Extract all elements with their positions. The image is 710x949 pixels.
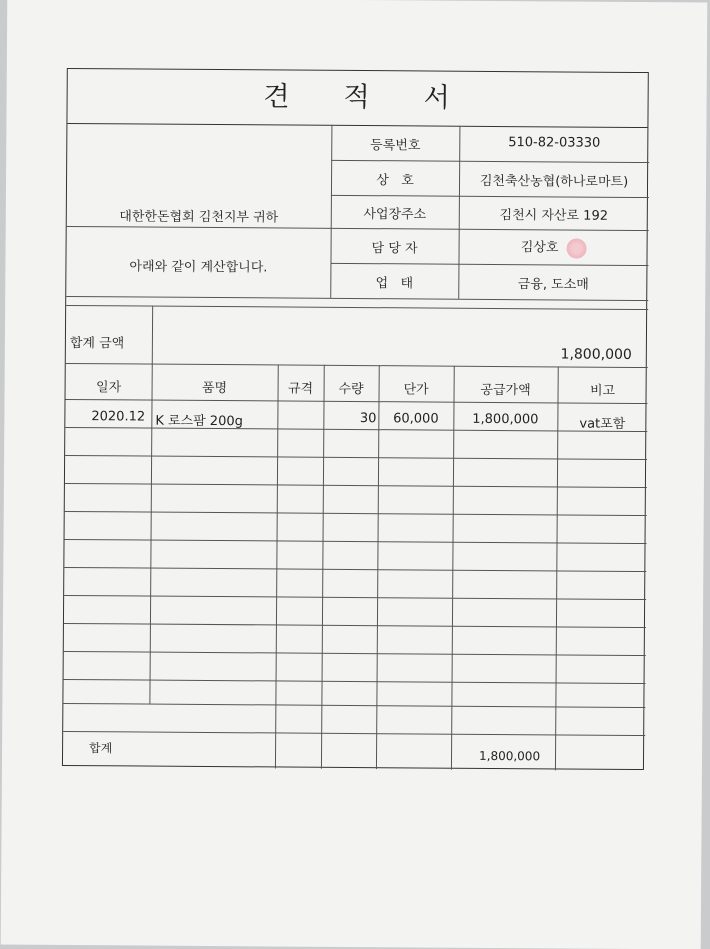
business-type: 금융, 도소매	[517, 277, 589, 293]
column-header-quantity: 수량	[338, 381, 364, 398]
supplier-label: 상 호	[376, 173, 414, 189]
customer-message: 아래와 같이 계산합니다.	[129, 259, 268, 276]
contact-person	[459, 236, 649, 259]
sum-label: 합계	[89, 741, 113, 756]
title-char: 견	[263, 81, 292, 113]
quotation-form	[62, 68, 649, 770]
grid-line	[65, 539, 647, 544]
customer-name: 대한한돈협회 김천지부 귀하	[119, 209, 279, 226]
grid-line	[65, 455, 647, 460]
grid-line	[65, 483, 647, 488]
column-header-supply-amount: 공급가액	[480, 382, 531, 399]
supplier-label: 사업장주소	[363, 207, 427, 223]
grid-line	[63, 703, 645, 708]
grid-line	[66, 399, 648, 404]
column-header-item: 품명	[201, 380, 228, 397]
grid-line	[64, 679, 646, 684]
grid-line	[330, 263, 648, 266]
grid-line	[152, 306, 153, 364]
cell-quantity: 30	[359, 411, 377, 427]
seal-stamp-icon	[566, 238, 586, 258]
column-header-unit-price: 단가	[403, 382, 429, 398]
grid-line	[64, 623, 646, 628]
cell-supply-amount: 1,800,000	[472, 411, 539, 428]
column-header-remarks: 비고	[589, 383, 616, 399]
registration-number: 510-82-03330	[508, 135, 601, 151]
title-char: 적	[343, 81, 372, 114]
grid-line	[64, 595, 646, 600]
grid-line	[67, 226, 649, 231]
business-address: 김천시 자산로 192	[499, 208, 609, 224]
cell-date: 2020.12	[91, 409, 146, 425]
total-amount-label: 합계 금액	[69, 336, 125, 352]
document-title	[67, 69, 647, 128]
supplier-label: 등록번호	[370, 138, 421, 154]
grid-line	[275, 364, 279, 768]
supplier-label: 담 당 자	[371, 241, 418, 257]
paper-sheet	[1, 0, 708, 949]
grid-line	[64, 567, 646, 572]
grid-line	[331, 160, 649, 163]
grid-line	[65, 511, 647, 516]
grid-line	[66, 363, 648, 368]
grid-line	[63, 731, 645, 736]
total-amount-value: 1,800,000	[560, 346, 632, 363]
column-header-date: 일자	[95, 380, 122, 396]
contact-name: 김상호	[520, 240, 559, 256]
sum-value: 1,800,000	[478, 748, 541, 764]
cell-unit-price: 60,000	[393, 411, 439, 427]
grid-line	[66, 296, 648, 301]
cell-remarks: vat포함	[579, 416, 626, 432]
grid-line	[64, 651, 646, 656]
company-name: 김천축산농협(하나로마트)	[479, 173, 629, 190]
column-header-spec: 규격	[287, 381, 314, 397]
title-char: 서	[423, 82, 452, 114]
grid-line	[66, 305, 648, 310]
cell-item: K 로스팜 200g	[155, 413, 243, 430]
supplier-label: 업 태	[375, 276, 414, 292]
grid-line	[331, 195, 649, 198]
